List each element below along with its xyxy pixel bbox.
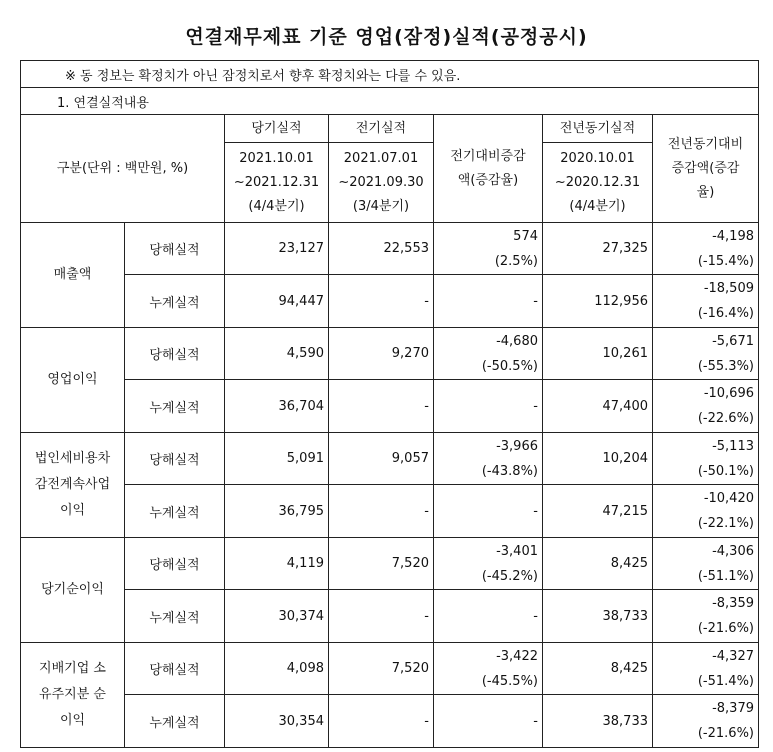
unit-header: 구분(단위 : 백만원, %) (21, 115, 225, 223)
qoq-change-value: -4,680 (-50.5%) (434, 328, 543, 380)
table-row (21, 380, 759, 433)
previous-value: - (329, 485, 434, 538)
row-type-label: 누계실적 (125, 695, 225, 748)
previous-value: 9,057 (329, 433, 434, 485)
table-row (21, 538, 759, 590)
row-type-label: 누계실적 (125, 485, 225, 538)
yoy-previous-value: 10,261 (543, 328, 653, 380)
qoq-change-header: 전기대비증감 액(증감율) (434, 115, 543, 223)
previous-period-header: 2021.07.01 ~2021.09.30 (3/4분기) (329, 143, 434, 223)
table-row (21, 275, 759, 328)
yoy-change-value: -5,113 (-50.1%) (653, 433, 759, 485)
current-value: 30,354 (225, 695, 329, 748)
table-row (21, 485, 759, 538)
current-value: 23,127 (225, 223, 329, 275)
previous-value: 7,520 (329, 643, 434, 695)
yoy-change-value: -8,379 (-21.6%) (653, 695, 759, 748)
current-value: 4,119 (225, 538, 329, 590)
yoy-change-value: -8,359 (-21.6%) (653, 590, 759, 643)
table-row (21, 590, 759, 643)
row-type-label: 당해실적 (125, 328, 225, 380)
yoy-previous-value: 8,425 (543, 643, 653, 695)
table-row (21, 223, 759, 275)
yoy-previous-value: 112,956 (543, 275, 653, 328)
yoy-previous-value: 47,215 (543, 485, 653, 538)
yoy-period-header: 2020.10.01 ~2020.12.31 (4/4분기) (543, 143, 653, 223)
yoy-change-value: -4,306 (-51.1%) (653, 538, 759, 590)
current-value: 5,091 (225, 433, 329, 485)
yoy-previous-value: 10,204 (543, 433, 653, 485)
row-type-label: 당해실적 (125, 223, 225, 275)
qoq-change-value: - (434, 275, 543, 328)
current-period-header: 2021.10.01 ~2021.12.31 (4/4분기) (225, 143, 329, 223)
yoy-change-header: 전년동기대비 증감액(증감 율) (653, 115, 759, 223)
yoy-change-value: -5,671 (-55.3%) (653, 328, 759, 380)
category-label: 매출액 (21, 223, 125, 328)
qoq-change-value: -3,966 (-43.8%) (434, 433, 543, 485)
category-label: 법인세비용차 감전계속사업 이익 (21, 433, 125, 538)
current-value: 36,795 (225, 485, 329, 538)
disclaimer-note: ※ 동 정보는 확정치가 아닌 잠정치로서 향후 확정치와는 다를 수 있음. (21, 61, 759, 88)
yoy-change-value: -10,696 (-22.6%) (653, 380, 759, 433)
earnings-table (20, 60, 759, 748)
qoq-change-value: -3,422 (-45.5%) (434, 643, 543, 695)
previous-value: 7,520 (329, 538, 434, 590)
table-row (21, 433, 759, 485)
current-value: 94,447 (225, 275, 329, 328)
table-row (21, 328, 759, 380)
current-value: 30,374 (225, 590, 329, 643)
row-type-label: 누계실적 (125, 275, 225, 328)
yoy-previous-value: 27,325 (543, 223, 653, 275)
previous-value: - (329, 380, 434, 433)
page-title: 연결재무제표 기준 영업(잠정)실적(공정공시) (185, 26, 588, 48)
row-type-label: 누계실적 (125, 590, 225, 643)
qoq-change-value: - (434, 590, 543, 643)
yoy-previous-value: 47,400 (543, 380, 653, 433)
current-results-header: 당기실적 (225, 115, 329, 143)
previous-results-header: 전기실적 (329, 115, 434, 143)
yoy-change-value: -18,509 (-16.4%) (653, 275, 759, 328)
previous-value: - (329, 275, 434, 328)
row-type-label: 누계실적 (125, 380, 225, 433)
previous-value: - (329, 695, 434, 748)
previous-value: - (329, 590, 434, 643)
table-row (21, 695, 759, 748)
yoy-previous-value: 38,733 (543, 695, 653, 748)
yoy-results-header: 전년동기실적 (543, 115, 653, 143)
category-label: 지배기업 소 유주지분 순 이익 (21, 643, 125, 748)
yoy-previous-value: 38,733 (543, 590, 653, 643)
row-type-label: 당해실적 (125, 433, 225, 485)
yoy-change-value: -4,327 (-51.4%) (653, 643, 759, 695)
yoy-change-value: -4,198 (-15.4%) (653, 223, 759, 275)
yoy-previous-value: 8,425 (543, 538, 653, 590)
current-value: 4,098 (225, 643, 329, 695)
previous-value: 9,270 (329, 328, 434, 380)
yoy-change-value: -10,420 (-22.1%) (653, 485, 759, 538)
row-type-label: 당해실적 (125, 538, 225, 590)
section-heading: 1. 연결실적내용 (21, 88, 759, 115)
row-type-label: 당해실적 (125, 643, 225, 695)
current-value: 4,590 (225, 328, 329, 380)
category-label: 영업이익 (21, 328, 125, 433)
current-value: 36,704 (225, 380, 329, 433)
qoq-change-value: - (434, 695, 543, 748)
qoq-change-value: -3,401 (-45.2%) (434, 538, 543, 590)
category-label: 당기순이익 (21, 538, 125, 643)
qoq-change-value: - (434, 380, 543, 433)
qoq-change-value: - (434, 485, 543, 538)
previous-value: 22,553 (329, 223, 434, 275)
table-row (21, 643, 759, 695)
qoq-change-value: 574 (2.5%) (434, 223, 543, 275)
